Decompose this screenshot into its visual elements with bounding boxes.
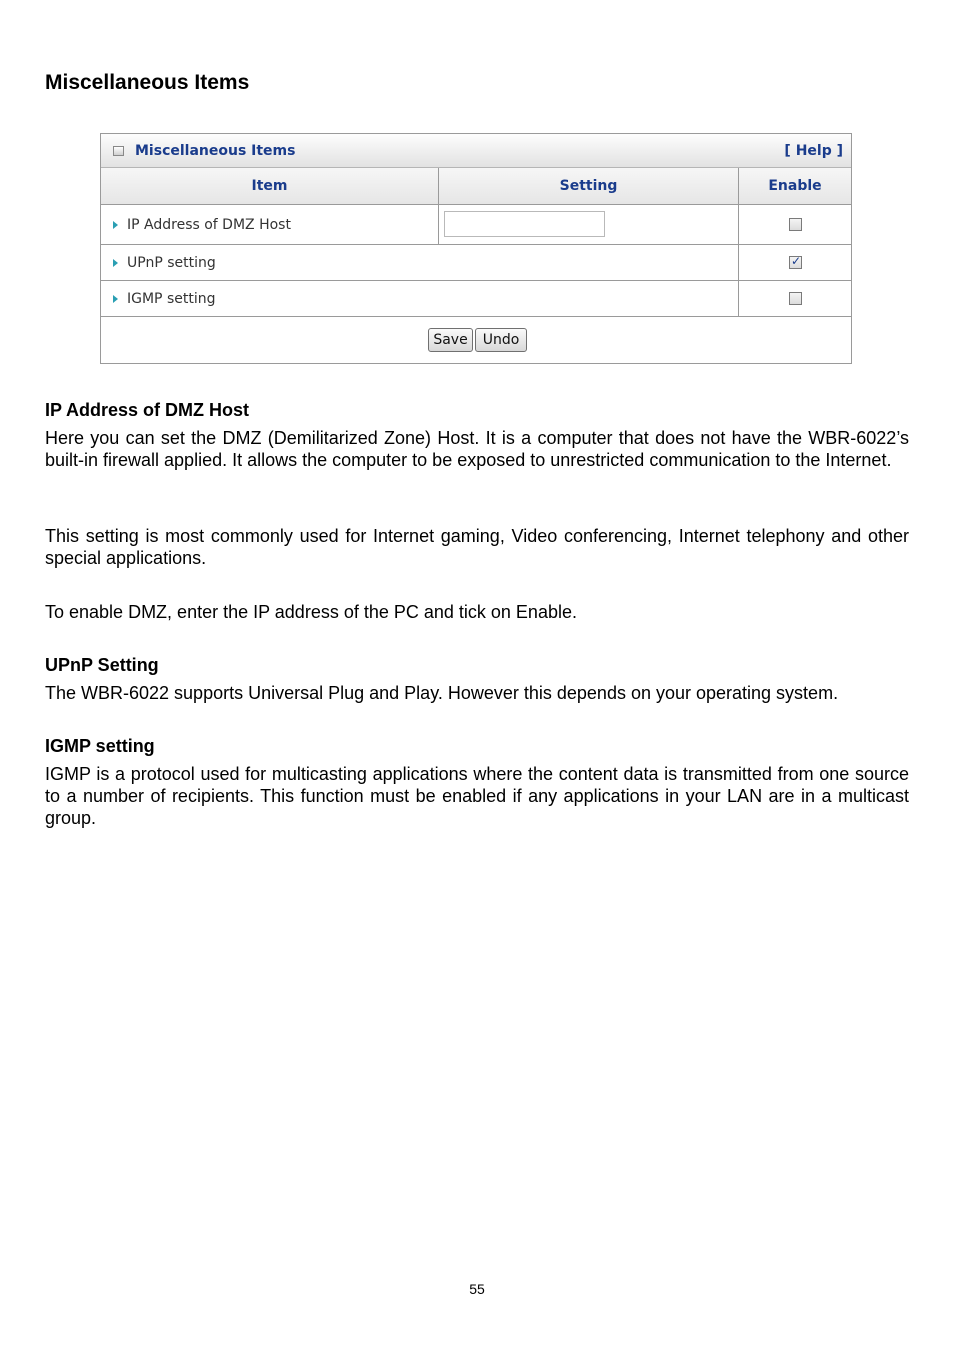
misc-items-panel — [100, 133, 852, 364]
undo-button[interactable]: Undo — [475, 328, 527, 352]
igmp-label-text: IGMP setting — [127, 290, 216, 307]
column-divider — [738, 245, 739, 280]
save-button[interactable]: Save — [428, 328, 473, 352]
table-row-upnp — [101, 245, 851, 281]
page-heading: Miscellaneous Items — [45, 71, 250, 94]
dmz-paragraph-1: Here you can set the DMZ (Demilitarized Zone) Host. It is a computer that does not have the WBR-6022’s built-in firewall applied. It allows the computer to be exposed to unrestricted communication to the Internet. — [45, 428, 909, 470]
dmz-label-text: IP Address of DMZ Host — [127, 216, 291, 233]
triangle-right-icon — [113, 295, 118, 303]
panel-title-bar — [101, 134, 851, 168]
row-label-upnp — [113, 245, 216, 280]
table-row-dmz — [101, 205, 851, 245]
help-link[interactable]: [ Help ] — [784, 143, 843, 159]
igmp-enable-checkbox[interactable] — [789, 292, 802, 305]
table-header — [101, 168, 851, 205]
panel-box-icon — [113, 146, 124, 156]
upnp-label-text: UPnP setting — [127, 254, 216, 271]
table-row-igmp — [101, 281, 851, 317]
triangle-right-icon — [113, 221, 118, 229]
dmz-enable-checkbox[interactable] — [789, 218, 802, 231]
row-label-dmz — [113, 205, 291, 244]
upnp-paragraph: The WBR-6022 supports Universal Plug and Play. However this depends on your operating system. — [45, 683, 839, 703]
dmz-heading: IP Address of DMZ Host — [45, 400, 250, 420]
column-divider — [738, 205, 739, 244]
panel-title: Miscellaneous Items — [135, 143, 296, 159]
page-number: 55 — [469, 1281, 485, 1297]
column-header-item: Item — [251, 178, 288, 194]
igmp-heading: IGMP setting — [45, 736, 155, 756]
upnp-heading: UPnP Setting — [45, 655, 159, 675]
dmz-ip-input[interactable] — [444, 211, 605, 237]
igmp-paragraph: IGMP is a protocol used for multicasting applications where the content data is transmitted from one source to a number of recipients. This function must be enabled if any applications in your LAN are in a multicast group. — [45, 764, 909, 828]
row-label-igmp — [113, 281, 215, 316]
column-header-enable: Enable — [768, 178, 822, 194]
upnp-enable-checkbox[interactable] — [789, 256, 802, 269]
button-row — [101, 316, 851, 364]
dmz-paragraph-2: This setting is most commonly used for Internet gaming, Video conferencing, Internet telephony and other special applications. — [45, 526, 909, 568]
dmz-paragraph-3: To enable DMZ, enter the IP address of the PC and tick on Enable. — [45, 602, 577, 622]
column-header-setting: Setting — [559, 178, 618, 194]
column-divider — [438, 205, 439, 244]
triangle-right-icon — [113, 259, 118, 267]
column-divider — [738, 281, 739, 316]
